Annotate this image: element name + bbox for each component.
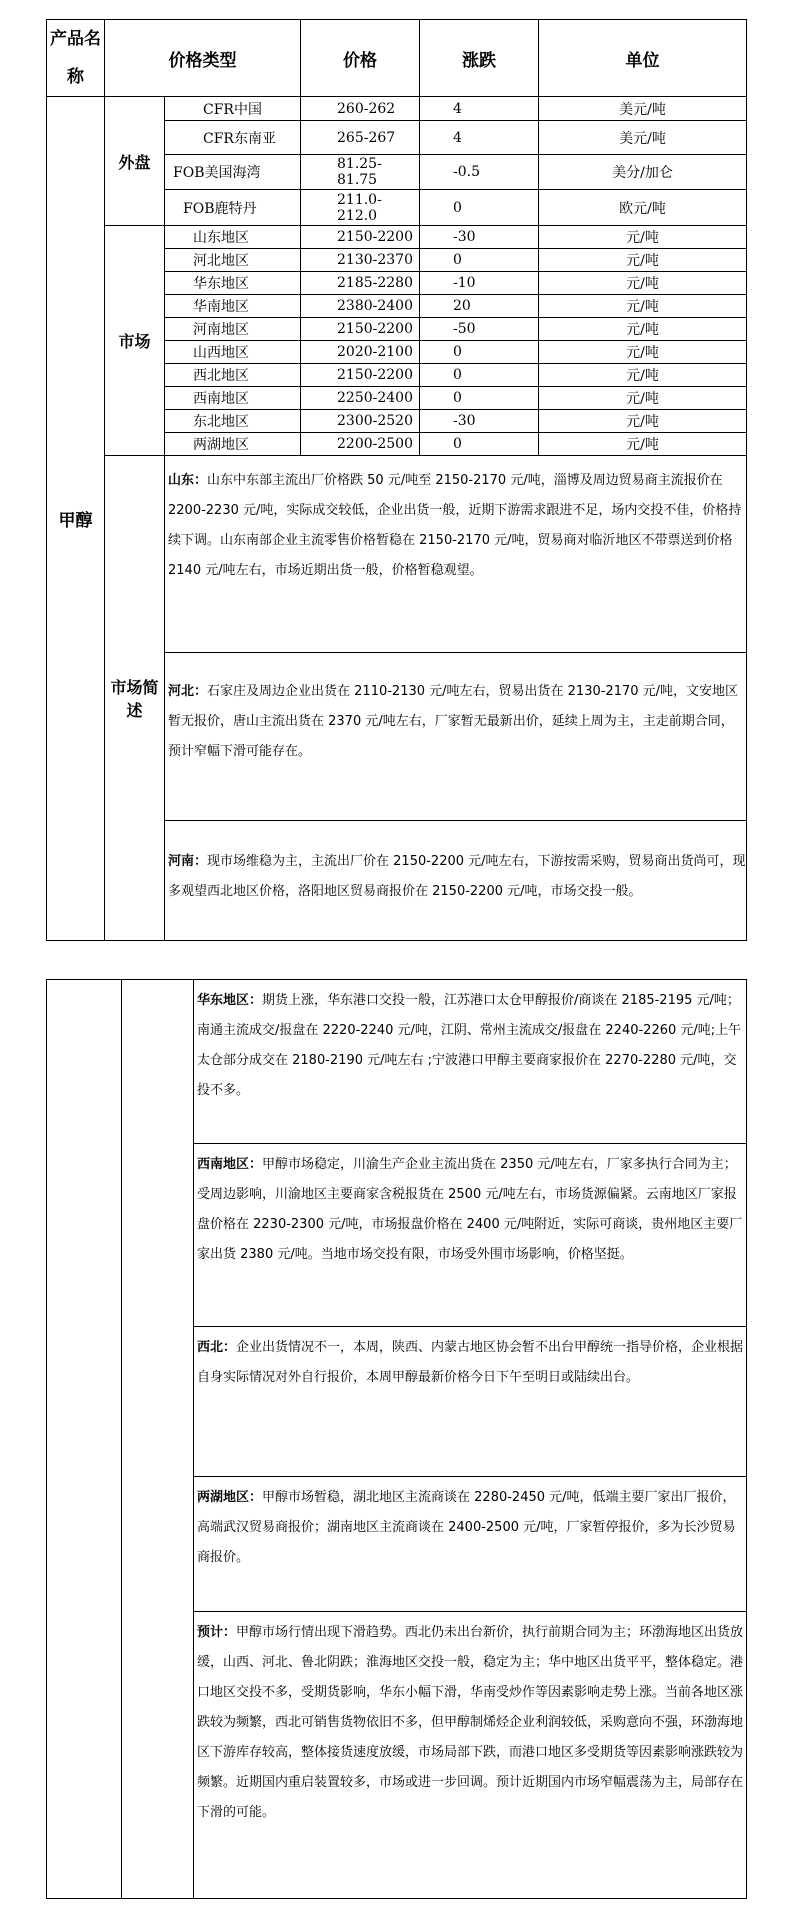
row-name: 西北地区 [165, 364, 301, 387]
row-price: 2130-2370 [301, 249, 420, 272]
row-change: 0 [420, 364, 539, 387]
row-price: 2150-2200 [301, 226, 420, 249]
summary-text: 现市场维稳为主，主流出厂价在 2150-2200 元/吨左右，下游按需采购，贸易商出货尚可，现多观望西北地区价格，洛阳地区贸易商报价在 2150-2200 元/吨，市场交投一般。 [168, 854, 746, 899]
row-price: 265-267 [301, 121, 420, 155]
summary-text: 石家庄及周边企业出货在 2110-2130 元/吨左右，贸易出货在 2130-2170 元/吨，文安地区暂无报价，唐山主流出货在 2370 元/吨左右，厂家暂无最新出价，延续上周为主，主走前期合同，预计窄幅下滑可能存在。 [168, 684, 739, 759]
row-unit: 元/吨 [539, 249, 747, 272]
row-change: 0 [420, 249, 539, 272]
row-unit: 美元/吨 [539, 97, 747, 121]
summary-label: 西北： [197, 1340, 237, 1355]
row-change: 0 [420, 433, 539, 456]
row-price: 2380-2400 [301, 295, 420, 318]
row-name: 华南地区 [165, 295, 301, 318]
header-unit: 单位 [539, 20, 747, 97]
summary-shandong [165, 456, 747, 653]
row-name: CFR中国 [165, 97, 301, 121]
summary-text: 期货上涨，华东港口交投一般，江苏港口太仓甲醇报价/商谈在 2185-2195 元/吨；南通主流成交/报盘在 2220-2240 元/吨，江阴、常州主流成交/报盘在 2240-2260 元/吨;上午太仓部分成交在 2180-2190 元/吨左右 ;宁波港口甲醇主要商家报价在 2270-2280 元/吨，交投不多。 [197, 993, 742, 1098]
row-change: -0.5 [420, 155, 539, 190]
summary-hebei [165, 653, 747, 821]
row-unit: 美分/加仑 [539, 155, 747, 190]
row-price: 2250-2400 [301, 387, 420, 410]
row-price: 2150-2200 [301, 318, 420, 341]
summary-forecast [194, 1612, 747, 1899]
row-name: CFR东南亚 [165, 121, 301, 155]
row-unit: 元/吨 [539, 226, 747, 249]
row-change: -50 [420, 318, 539, 341]
row-change: 4 [420, 97, 539, 121]
header-price: 价格 [301, 20, 420, 97]
summary-label: 河北： [168, 684, 208, 699]
row-name: 华东地区 [165, 272, 301, 295]
summary-text: 山东中东部主流出厂价格跌 50 元/吨至 2150-2170 元/吨，淄博及周边贸易商主流报价在 2200-2230 元/吨，实际成交较低，企业出货一般，近期下游需求跟进不足，场内交投不佳，价格持续下调。山东南部企业主流零售价格暂稳在 2150-2170 元/吨，贸易商对临沂地区不带票送到价格 2140 元/吨左右，市场近期出货一般，价格暂稳观望。 [168, 473, 742, 578]
header-price-type: 价格类型 [105, 20, 301, 97]
row-change: 0 [420, 190, 539, 226]
header-row [47, 20, 747, 97]
summary-hubei-hunan [194, 1477, 747, 1612]
row-change: 4 [420, 121, 539, 155]
row-price: 211.0-212.0 [301, 190, 420, 226]
category-summary: 市场简述 [105, 456, 165, 941]
summary-henan [165, 821, 747, 941]
row-unit: 元/吨 [539, 410, 747, 433]
summary-text: 企业出货情况不一，本周，陕西、内蒙古地区协会暂不出台甲醇统一指导价格，企业根据自身实际情况对外自行报价，本周甲醇最新价格今日下午至明日或陆续出台。 [197, 1340, 744, 1385]
summary-label: 河南： [168, 854, 208, 869]
row-unit: 元/吨 [539, 272, 747, 295]
row-change: 0 [420, 387, 539, 410]
row-unit: 元/吨 [539, 341, 747, 364]
category-cell-empty [122, 980, 194, 1899]
row-price: 2150-2200 [301, 364, 420, 387]
row-unit: 欧元/吨 [539, 190, 747, 226]
row-change: -10 [420, 272, 539, 295]
row-change: 0 [420, 341, 539, 364]
row-price: 2300-2520 [301, 410, 420, 433]
category-market: 市场 [105, 226, 165, 456]
table-row [47, 980, 747, 1144]
row-unit: 美元/吨 [539, 121, 747, 155]
summary-text: 甲醇市场行情出现下滑趋势。西北仍未出台新价，执行前期合同为主；环渤海地区出货放缓，山西、河北、鲁北阴跌；淮海地区交投一般，稳定为主；华中地区出货平平，整体稳定。港口地区交投不多，受期货影响，华东小幅下滑，华南受炒作等因素影响走势上涨。当前各地区涨跌较为频繁，西北可销售货物依旧不多，但甲醇制烯烃企业利润较低，采购意向不强，环渤海地区下游库存较高，整体接货速度放缓，市场局部下跌，而港口地区多受期货等因素影响涨跌较为频繁。近期国内重启装置较多，市场或进一步回调。预计近期国内市场窄幅震荡为主，局部存在下滑的可能。 [197, 1625, 744, 1820]
product-name: 甲醇 [47, 97, 105, 941]
product-cell-empty [47, 980, 122, 1899]
row-unit: 元/吨 [539, 318, 747, 341]
row-price: 2020-2100 [301, 341, 420, 364]
summary-southwest [194, 1144, 747, 1327]
row-name: FOB美国海湾 [165, 155, 301, 190]
summary-label: 山东： [168, 473, 208, 488]
row-change: -30 [420, 410, 539, 433]
category-outer: 外盘 [105, 97, 165, 226]
table-row [47, 226, 747, 249]
row-name: 西南地区 [165, 387, 301, 410]
table-row [47, 456, 747, 653]
row-change: 20 [420, 295, 539, 318]
row-name: 河南地区 [165, 318, 301, 341]
row-name: FOB鹿特丹 [165, 190, 301, 226]
row-price: 2200-2500 [301, 433, 420, 456]
row-unit: 元/吨 [539, 364, 747, 387]
summary-text: 甲醇市场稳定，川渝生产企业主流出货在 2350 元/吨左右，厂家多执行合同为主；受周边影响，川渝地区主要商家含税报货在 2500 元/吨左右，市场货源偏紧。云南地区厂家报盘价格在 2230-2300 元/吨，市场报盘价格在 2400 元/吨附近，实际可商谈，贵州地区主要厂家出货 2380 元/吨。当地市场交投有限，市场受外围市场影响，价格坚挺。 [197, 1157, 743, 1262]
summary-east-china [194, 980, 747, 1144]
table-row [47, 97, 747, 121]
row-unit: 元/吨 [539, 433, 747, 456]
row-unit: 元/吨 [539, 387, 747, 410]
summary-northwest [194, 1327, 747, 1477]
summary-text: 甲醇市场暂稳，湖北地区主流商谈在 2280-2450 元/吨，低端主要厂家出厂报价，高端武汉贸易商报价；湖南地区主流商谈在 2400-2500 元/吨，厂家暂停报价，多为长沙贸易商报价。 [197, 1490, 736, 1565]
row-name: 两湖地区 [165, 433, 301, 456]
row-price: 81.25-81.75 [301, 155, 420, 190]
row-change: -30 [420, 226, 539, 249]
methanol-price-table [46, 19, 747, 941]
summary-label: 西南地区： [197, 1157, 263, 1172]
row-price: 260-262 [301, 97, 420, 121]
row-unit: 元/吨 [539, 295, 747, 318]
summary-label: 两湖地区： [197, 1490, 263, 1505]
row-name: 东北地区 [165, 410, 301, 433]
summary-label: 预计： [197, 1625, 237, 1640]
methanol-summary-table-continued [46, 979, 747, 1899]
summary-label: 华东地区： [197, 993, 263, 1008]
row-name: 山西地区 [165, 341, 301, 364]
header-change: 涨跌 [420, 20, 539, 97]
row-name: 山东地区 [165, 226, 301, 249]
header-product: 产品名称 [47, 20, 105, 97]
row-price: 2185-2280 [301, 272, 420, 295]
row-name: 河北地区 [165, 249, 301, 272]
